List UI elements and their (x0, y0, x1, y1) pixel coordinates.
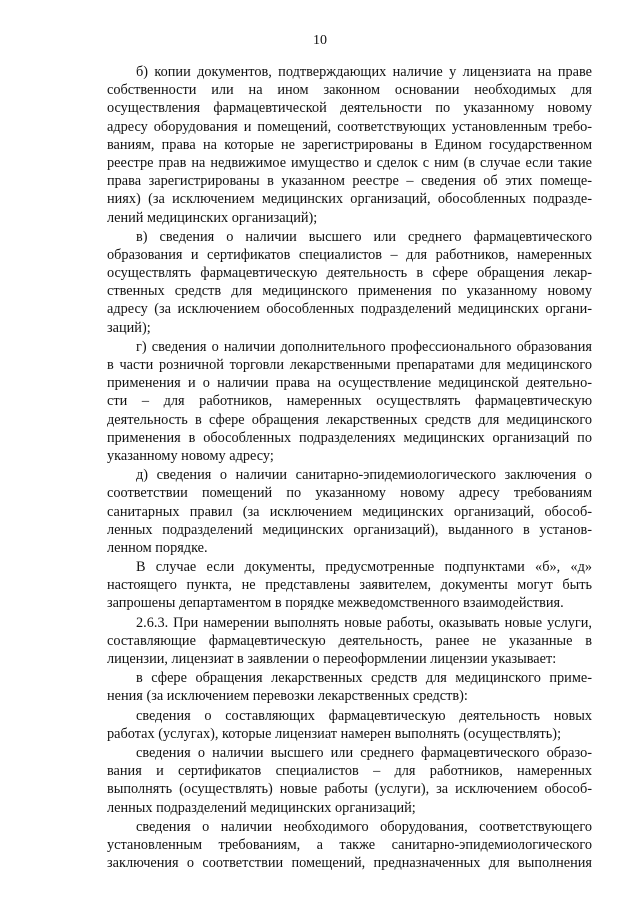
text-line: в) сведения о наличии высшего или среднего фармацевтического (136, 228, 592, 245)
text-line: В случае если документы, предусмотренные подпунктами «б», «д» (136, 559, 592, 576)
text-line: вания и сертификатов специалистов – для работников, намеренных (107, 763, 592, 780)
text-line: составляющие фармацевтическую деятельность, ранее не указанные в (107, 632, 592, 649)
text-line: указанному новому адресу; (107, 447, 274, 464)
paragraph-p263 (107, 614, 592, 669)
page-number: 10 (313, 33, 327, 48)
text-line: соответствии помещений по указанному новому адресу требованиям (107, 485, 592, 502)
text-line: образования и сертификатов специалистов – для работников, намеренных (107, 246, 592, 263)
paragraph-d (107, 466, 592, 557)
text-line: нения (за исключением перевозки лекарственных средств): (107, 688, 468, 705)
text-line: ваниям, права на которые не зарегистрированы в Едином государственном (107, 136, 592, 153)
text-line: ленных подразделений медицинских организаций; (107, 799, 416, 816)
text-line: 2.6.3. При намерении выполнять новые работы, оказывать новые услуги, (136, 614, 592, 631)
text-line: осуществлять фармацевтическую деятельность в сфере обращения лекар- (107, 265, 592, 282)
text-line: запрошены департаментом в порядке межведомственного взаимодействия. (107, 595, 564, 612)
paragraph-sostav (107, 707, 592, 743)
text-line: в части розничной торговли лекарственными препаратами для медицинского (107, 357, 592, 373)
text-line: выполнять (осуществлять) новые работы (услуги), за исключением обособ- (107, 781, 592, 798)
text-line: реестре прав на недвижимое имущество и сделок с ним (в случае если такие (107, 154, 592, 171)
text-line: г) сведения о наличии дополнительного профессионального образования (136, 338, 592, 355)
text-line: б) копии документов, подтверждающих наличие у лицензиата на праве (136, 64, 592, 80)
text-line: лицензии, лицензиат в заявлении о переоформлении лицензии указывает: (107, 651, 557, 667)
text-line: ниях) (за исключением медицинских организаций, обособленных подразде- (107, 191, 592, 208)
text-line: д) сведения о наличии санитарно-эпидемиологического заключения о (136, 467, 592, 484)
text-line: сведения о наличии необходимого оборудования, соответствующего (136, 818, 592, 835)
text-line: установленным требованиям, а также санитарно-эпидемиологического (107, 836, 592, 853)
text-line: ленном порядке. (107, 539, 208, 556)
paragraph-v (107, 228, 592, 337)
paragraph-oborud (107, 818, 592, 873)
text-line: лений медицинских организаций); (107, 209, 318, 226)
text-line: ственных средств для медицинского применения по указанному новому (107, 283, 592, 300)
text-line: применения и о наличии права на осуществление медицинской деятельно- (107, 375, 592, 392)
text-line: сти – для работников, намеренных осуществлять фармацевтическую (107, 393, 592, 410)
text-line: санитарных правил (за исключением медицинских организаций, обособ- (107, 503, 592, 520)
text-line: работах (услугах), которые лицензиат намерен выполнять (осуществлять); (107, 725, 562, 742)
text-line: права зарегистрированы в указанном реестре – сведения об этих помеще- (107, 173, 592, 190)
paragraph-vysshee (107, 744, 592, 817)
text-line: сведения о наличии высшего или среднего фармацевтического образо- (136, 744, 592, 761)
text-line: осуществления фармацевтической деятельности по указанному новому (107, 100, 592, 117)
text-line: в сфере обращения лекарственных средств для медицинского приме- (136, 670, 592, 687)
paragraph-sphere (107, 669, 592, 705)
paragraph-g (107, 338, 592, 465)
text-line: ленных подразделений медицинских организаций), выданного в установ- (107, 521, 592, 538)
text-line: собственности или на ином законном основании необходимых для (107, 82, 592, 99)
text-line: деятельность в сфере обращения лекарственных средств для медицинского (107, 411, 592, 428)
text-line: сведения о составляющих фармацевтическую деятельность новых (136, 707, 592, 724)
document-body (107, 63, 592, 873)
text-line: применения в обособленных подразделениях медицинских организаций по (107, 429, 592, 446)
text-line: заключения о соответствии помещений, предназначенных для выполнения (107, 855, 592, 872)
text-line: адресу (за исключением обособленных подразделений медицинских органи- (107, 301, 592, 318)
paragraph-b (107, 63, 592, 227)
text-line: настоящего пункта, не представлены заявителем, документы могут быть (107, 577, 592, 594)
text-line: заций); (107, 319, 151, 336)
paragraph-note (107, 558, 592, 613)
text-line: адресу оборудования и помещений, соответствующих установленным требо- (107, 118, 592, 135)
